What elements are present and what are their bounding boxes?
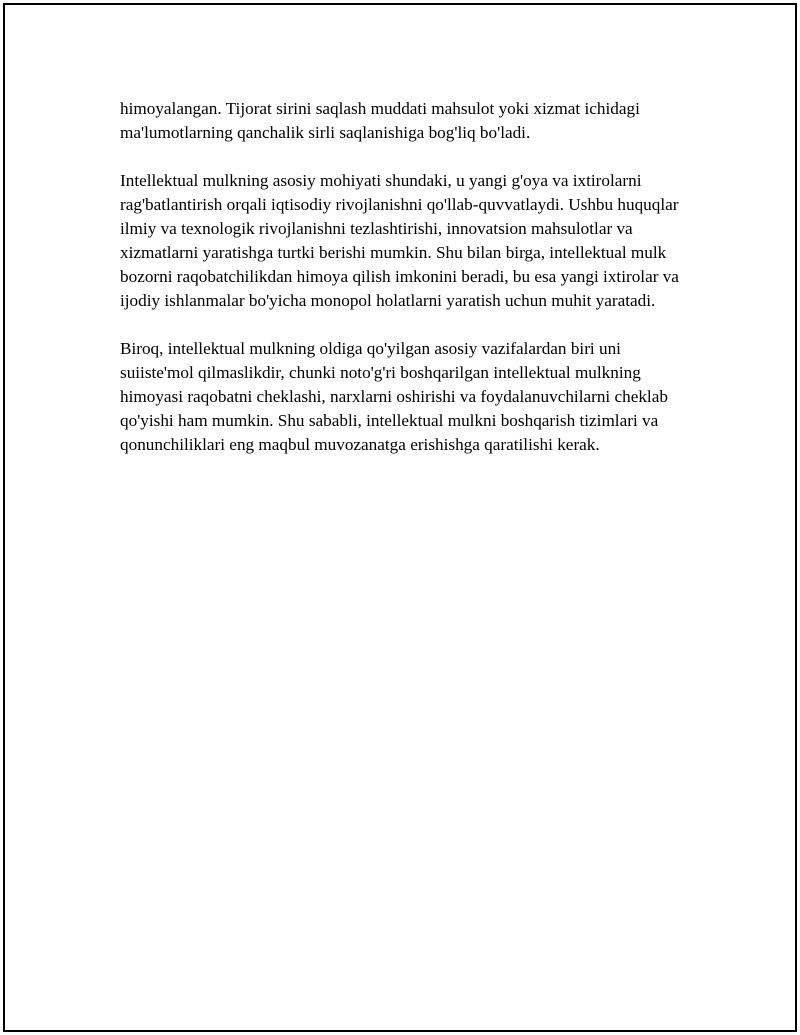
paragraph-2: Intellektual mulkning asosiy mohiyati shundaki, u yangi g'oya va ixtirolarni rag'batlantirish orqali iqtisodiy rivojlanishni qo'llab-quvvatlaydi. Ushbu huquqlar ilmiy va texnologik rivojlanishni tezlashtirishi, innovatsion mahsulotlar va xizmatlarni yaratishga turtki berishi mumkin. Shu bilan birga, intellektual mulk bozorni raqobatchilikdan himoya qilish imkonini beradi, bu esa yangi ixtirolar va ijodiy ishlanmalar bo'yicha monopol holatlarni yaratish uchun muhit yaratadi. xyxy=(120,171,679,310)
paragraph-3: Biroq, intellektual mulkning oldiga qo'yilgan asosiy vazifalardan biri uni suiiste'mol qilmaslikdir, chunki noto'g'ri boshqarilgan intellektual mulkning himoyasi raqobatni cheklashi, narxlarni oshirishi va foydalanuvchilarni cheklab qo'yishi ham mumkin. Shu sababli, intellektual mulkni boshqarish tizimlari va qonunchiliklari eng maqbul muvozanatga erishishga qaratilishi kerak. xyxy=(120,339,668,454)
paragraph-1: himoyalangan. Tijorat sirini saqlash muddati mahsulot yoki xizmat ichidagi ma'lumotlarning qanchalik sirli saqlanishiga bog'liq bo'ladi. xyxy=(120,99,640,142)
page-content xyxy=(120,97,685,481)
page-frame xyxy=(3,3,797,1032)
